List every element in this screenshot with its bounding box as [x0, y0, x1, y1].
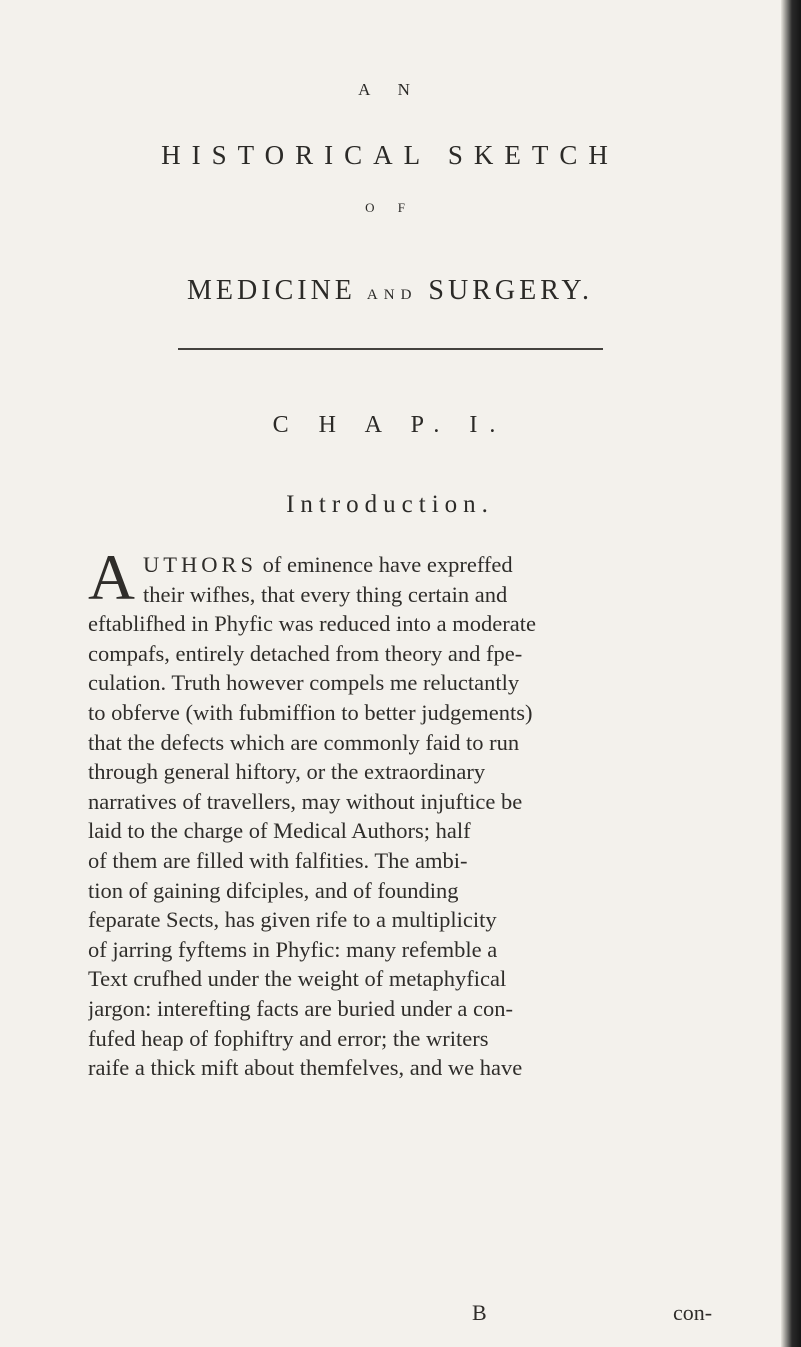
body-line-5: culation. Truth however compels me reluctantly	[88, 670, 520, 696]
chapter-label: C H A P. I.	[272, 412, 508, 438]
body-line-1	[143, 550, 728, 580]
body-line-1-text: of eminence have expreffed	[262, 552, 513, 577]
title-subtitle	[0, 275, 780, 307]
title-of: O F	[365, 200, 415, 215]
title-an: A N	[358, 80, 422, 99]
body-line-14: of jarring fyftems in Phyfic: many refemble a	[88, 936, 498, 962]
body-line-4: compafs, entirely detached from theory and fpe-	[88, 640, 523, 666]
drop-cap: A	[88, 542, 135, 614]
body-line-15: Text crufhed under the weight of metaphyfical	[88, 966, 507, 992]
body-line-9: narratives of travellers, may without injuftice be	[88, 788, 523, 814]
body-line-6: to obferve (with fubmiffion to better judgements)	[88, 699, 533, 725]
body-text	[88, 542, 728, 1083]
body-line-13: feparate Sects, has given rife to a multiplicity	[88, 907, 497, 933]
page-edge-shadow	[781, 0, 801, 1347]
title-subtitle-surgery: SURGERY.	[428, 275, 593, 306]
body-line-18: raife a thick mift about themfelves, and we have	[88, 1055, 523, 1081]
body-line-17: fufed heap of fophiftry and error; the writers	[88, 1025, 489, 1051]
title-divider	[178, 348, 603, 350]
body-line-11: of them are filled with falfities. The ambi-	[88, 847, 468, 873]
title-subtitle-and: AND	[366, 287, 418, 303]
body-line-2: their wifhes, that every thing certain and	[142, 581, 508, 607]
body-line-8: through general hiftory, or the extraordinary	[88, 759, 486, 785]
body-line-16: jargon: interefting facts are buried under a con-	[88, 995, 514, 1021]
signature-mark: B	[472, 1300, 487, 1325]
body-line-12: tion of gaining difciples, and of founding	[88, 877, 459, 903]
body-line-7: that the defects which are commonly faid to run	[88, 729, 520, 755]
body-line-10: laid to the charge of Medical Authors; half	[88, 818, 471, 844]
body-line-3: eftablifhed in Phyfic was reduced into a moderate	[88, 611, 536, 637]
section-heading: Introduction.	[286, 491, 494, 518]
catchword: con-	[673, 1300, 713, 1325]
lead-word: UTHORS	[142, 552, 257, 577]
title-main: HISTORICAL SKETCH	[161, 140, 619, 170]
title-subtitle-medicine: MEDICINE	[187, 275, 356, 306]
